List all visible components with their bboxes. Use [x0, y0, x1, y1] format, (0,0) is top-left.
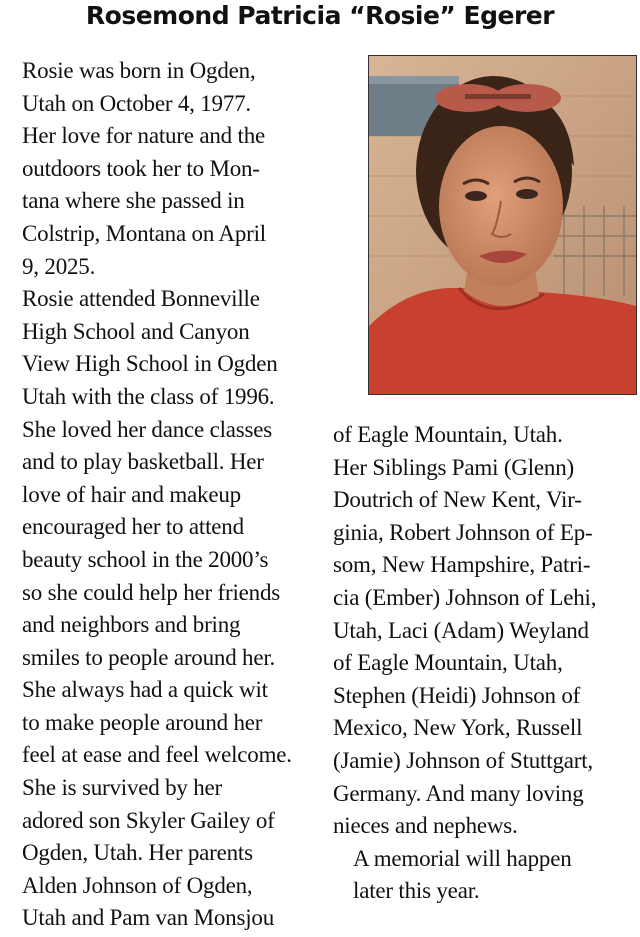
- text-line: later this year.: [353, 878, 480, 904]
- text-line: She always had a quick wit: [22, 677, 268, 703]
- text-line: Her love for nature and the: [22, 123, 266, 149]
- text-line: and neighbors and bring: [22, 612, 241, 638]
- text-line: 9, 2025.: [22, 253, 96, 279]
- text-line: adored son Skyler Gailey of: [22, 807, 275, 833]
- text-line: feel at ease and feel welcome.: [22, 742, 292, 768]
- text-line: som, New Hampshire, Patri-: [333, 552, 591, 578]
- text-line: Her Siblings Pami (Glenn): [333, 454, 574, 480]
- text-line: Ogden, Utah. Her parents: [22, 840, 253, 866]
- text-line: of Eagle Mountain, Utah.: [333, 422, 563, 447]
- right-column: [333, 419, 639, 908]
- text-line: of Eagle Mountain, Utah,: [333, 650, 563, 676]
- text-line: Mexico, New York, Russell: [333, 715, 583, 741]
- text-line: love of hair and makeup: [22, 481, 241, 507]
- text-line: so she could help her friends: [22, 579, 280, 605]
- text-line: encouraged her to attend: [22, 514, 244, 540]
- paragraph-birth: [2, 55, 312, 283]
- text-line: (Jamie) Johnson of Stuttgart,: [333, 747, 593, 773]
- portrait-photo: [368, 55, 637, 395]
- portrait-image: [369, 56, 636, 394]
- text-line: and to play basketball. Her: [22, 449, 264, 475]
- text-line: nieces and nephews.: [333, 813, 518, 839]
- paragraph-survivors-continued: [333, 419, 639, 843]
- text-line: She loved her dance classes: [22, 416, 273, 442]
- text-line: ginia, Robert Johnson of Ep-: [333, 519, 593, 545]
- text-line: Utah and Pam van Monsjou: [22, 905, 275, 931]
- text-line: to make people around her: [22, 709, 263, 735]
- text-line: Stephen (Heidi) Johnson of: [333, 682, 581, 708]
- text-line: Utah with the class of 1996.: [22, 383, 275, 409]
- text-line: Rosie was born in Ogden,: [22, 58, 256, 83]
- obituary-title: Rosemond Patricia “Rosie” Egerer: [85, 1, 555, 30]
- left-column: [2, 55, 312, 935]
- text-line: outdoors took her to Mon-: [22, 155, 260, 181]
- text-line: smiles to people around her.: [22, 644, 276, 670]
- text-line: View High School in Ogden: [22, 351, 278, 377]
- text-line: Doutrich of New Kent, Vir-: [333, 487, 582, 513]
- text-line: High School and Canyon: [22, 318, 250, 344]
- text-line: Alden Johnson of Ogden,: [22, 872, 253, 898]
- text-line: Utah, Laci (Adam) Weyland: [333, 617, 589, 643]
- text-line: Utah on October 4, 1977.: [22, 90, 251, 116]
- text-line: Colstrip, Montana on April: [22, 220, 266, 246]
- paragraph-survivors: [2, 772, 312, 935]
- text-line: Germany. And many loving: [333, 780, 584, 806]
- paragraph-memorial: [333, 843, 639, 908]
- text-line: A memorial will happen: [353, 845, 572, 871]
- paragraph-education: [2, 283, 312, 772]
- text-line: She is survived by her: [22, 775, 223, 801]
- text-line: cia (Ember) Johnson of Lehi,: [333, 584, 597, 610]
- text-line: beauty school in the 2000’s: [22, 546, 269, 572]
- text-line: tana where she passed in: [22, 188, 245, 214]
- text-line: Rosie attended Bonneville: [22, 286, 260, 312]
